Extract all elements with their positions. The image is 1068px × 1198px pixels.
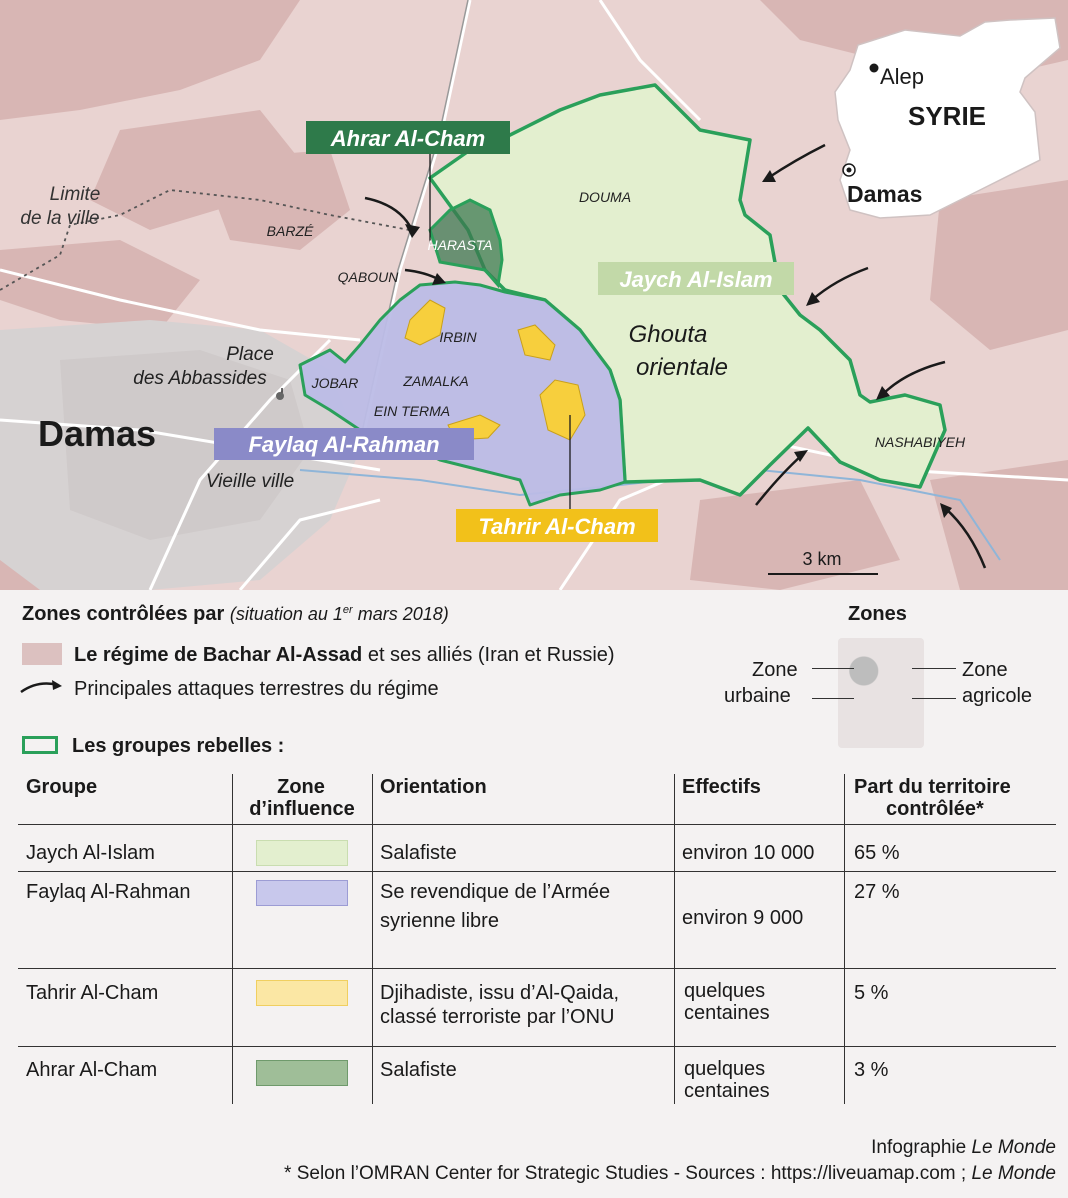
attack-arrow-icon bbox=[18, 676, 64, 696]
cell-groupe: Ahrar Al-Cham bbox=[26, 1059, 158, 1081]
abbassides-marker bbox=[276, 392, 284, 400]
group-tag-jaych bbox=[598, 262, 794, 295]
col-rule-4 bbox=[844, 774, 845, 1104]
label-damas: Damas bbox=[38, 413, 157, 454]
label-zamalka: ZAMALKA bbox=[403, 373, 469, 389]
label-harasta: HARASTA bbox=[427, 237, 493, 253]
zone-urbaine-leader bbox=[812, 668, 854, 669]
swatch-ahrar bbox=[256, 1060, 348, 1086]
attacks-legend: Principales attaques terrestres du régime bbox=[74, 678, 439, 700]
legend-date-sup: er bbox=[342, 604, 353, 616]
row-rule-1 bbox=[18, 871, 1056, 872]
cell-effectifs-1: quelques bbox=[684, 980, 766, 1002]
row-rule-3 bbox=[18, 1046, 1056, 1047]
cell-effectifs-1: quelques bbox=[684, 1058, 766, 1080]
th-effectifs: Effectifs bbox=[682, 776, 761, 798]
rebels-legend: Les groupes rebelles : bbox=[72, 735, 285, 757]
tag-faylaq-text: Faylaq Al-Rahman bbox=[248, 432, 440, 457]
zones-title: Zones bbox=[848, 603, 907, 625]
credit-le-monde: Le Monde bbox=[971, 1137, 1056, 1158]
col-rule-2 bbox=[372, 774, 373, 1104]
group-tag-tahrir bbox=[456, 509, 658, 542]
group-tag-faylaq bbox=[214, 428, 474, 460]
map bbox=[0, 0, 1068, 590]
source-le-monde: Le Monde bbox=[971, 1163, 1056, 1184]
cell-part: 3 % bbox=[854, 1059, 889, 1081]
th-orientation: Orientation bbox=[380, 776, 487, 798]
zone-agricole-1: Zone bbox=[962, 659, 1008, 681]
swatch-jaych bbox=[256, 840, 348, 866]
tag-tahrir-text: Tahrir Al-Cham bbox=[478, 514, 636, 539]
cell-effectifs: environ 10 000 bbox=[682, 842, 815, 864]
regime-legend-rest: et ses alliés (Iran et Russie) bbox=[362, 644, 615, 666]
cell-effectifs: environ 9 000 bbox=[682, 907, 804, 929]
inset-damas: Damas bbox=[847, 181, 923, 207]
zones-key-swatch bbox=[838, 638, 924, 748]
legend-date-pre: (situation au 1 bbox=[229, 604, 343, 624]
tag-ahrar-text: Ahrar Al-Cham bbox=[330, 126, 486, 151]
table-header-rule bbox=[18, 824, 1056, 825]
inset-alep: Alep bbox=[880, 64, 925, 89]
cell-part: 5 % bbox=[854, 982, 889, 1004]
label-irbin: IRBIN bbox=[439, 329, 477, 345]
label-douma: DOUMA bbox=[578, 189, 632, 205]
label-nashabiyeh: NASHABIYEH bbox=[874, 434, 966, 450]
th-zone-2: d’influence bbox=[249, 798, 355, 820]
cell-orientation-1: Djihadiste, issu d’Al-Qaida, bbox=[380, 982, 619, 1004]
cell-effectifs-2: centaines bbox=[684, 1080, 770, 1102]
cell-groupe: Tahrir Al-Cham bbox=[26, 982, 159, 1004]
regime-swatch bbox=[22, 643, 62, 665]
th-groupe: Groupe bbox=[26, 776, 98, 798]
zone-urbaine-1: Zone bbox=[752, 659, 798, 681]
scale-label: 3 km bbox=[802, 549, 842, 569]
cell-part: 65 % bbox=[854, 842, 900, 864]
city-limit-label-2: de la ville bbox=[20, 208, 100, 229]
legend-date-post: mars 2018) bbox=[352, 604, 449, 624]
credit-line bbox=[871, 1138, 1056, 1157]
label-ghouta-2: orientale bbox=[635, 354, 729, 381]
cell-groupe: Faylaq Al-Rahman bbox=[26, 881, 191, 903]
zone-urbaine-leader-2 bbox=[812, 698, 854, 699]
col-rule-1 bbox=[232, 774, 233, 1104]
city-limit-label-1: Limite bbox=[49, 184, 101, 205]
swatch-faylaq bbox=[256, 880, 348, 906]
label-place-2: des Abbassides bbox=[133, 368, 267, 389]
credit-pre: Infographie bbox=[871, 1137, 972, 1158]
th-part-1: Part du territoire bbox=[854, 776, 1011, 798]
label-ein-terma: EIN TERMA bbox=[373, 403, 451, 419]
source-pre: * Selon l’OMRAN Center for Strategic Studies - Sources : https://liveuamap.com ; bbox=[284, 1163, 972, 1184]
label-ghouta-1: Ghouta bbox=[628, 321, 708, 348]
source-line bbox=[284, 1164, 1056, 1183]
cell-orientation: Salafiste bbox=[380, 842, 457, 864]
damas-marker bbox=[847, 168, 852, 173]
row-rule-2 bbox=[18, 968, 1056, 969]
legend-heading bbox=[22, 604, 449, 624]
legend-heading-bold: Zones contrôlées par bbox=[22, 603, 225, 625]
label-qaboun: QABOUN bbox=[337, 269, 399, 285]
alep-marker bbox=[870, 64, 879, 73]
cell-orientation-1: Se revendique de l’Armée bbox=[380, 881, 611, 903]
rebels-swatch bbox=[22, 736, 58, 754]
cell-part: 27 % bbox=[854, 881, 900, 903]
legend-panel bbox=[0, 590, 1068, 1198]
label-vieille-ville: Vieille ville bbox=[205, 471, 295, 492]
zone-agricole-leader bbox=[912, 668, 956, 669]
swatch-tahrir bbox=[256, 980, 348, 1006]
cell-orientation-2: syrienne libre bbox=[380, 910, 499, 932]
label-barze: BARZÉ bbox=[266, 223, 314, 239]
cell-groupe: Jaych Al-Islam bbox=[26, 842, 155, 864]
regime-legend-bold: Le régime de Bachar Al-Assad bbox=[74, 644, 363, 666]
zone-urbaine-2: urbaine bbox=[724, 685, 791, 707]
cell-effectifs-2: centaines bbox=[684, 1002, 770, 1024]
th-part-2: contrôlée* bbox=[886, 798, 984, 820]
label-place-1: Place bbox=[226, 344, 274, 365]
cell-orientation: Salafiste bbox=[380, 1059, 457, 1081]
col-rule-3 bbox=[674, 774, 675, 1104]
zone-agricole-leader-2 bbox=[912, 698, 956, 699]
th-zone-1: Zone bbox=[277, 776, 325, 798]
group-tag-ahrar bbox=[306, 121, 510, 154]
regime-legend bbox=[74, 645, 615, 665]
tag-jaych-text: Jaych Al-Islam bbox=[619, 267, 773, 292]
label-jobar: JOBAR bbox=[311, 375, 359, 391]
legend-heading-date bbox=[230, 604, 449, 624]
inset-syrie: SYRIE bbox=[908, 101, 987, 131]
cell-orientation-2: classé terroriste par l’ONU bbox=[380, 1006, 615, 1028]
zone-agricole-2: agricole bbox=[962, 685, 1033, 707]
